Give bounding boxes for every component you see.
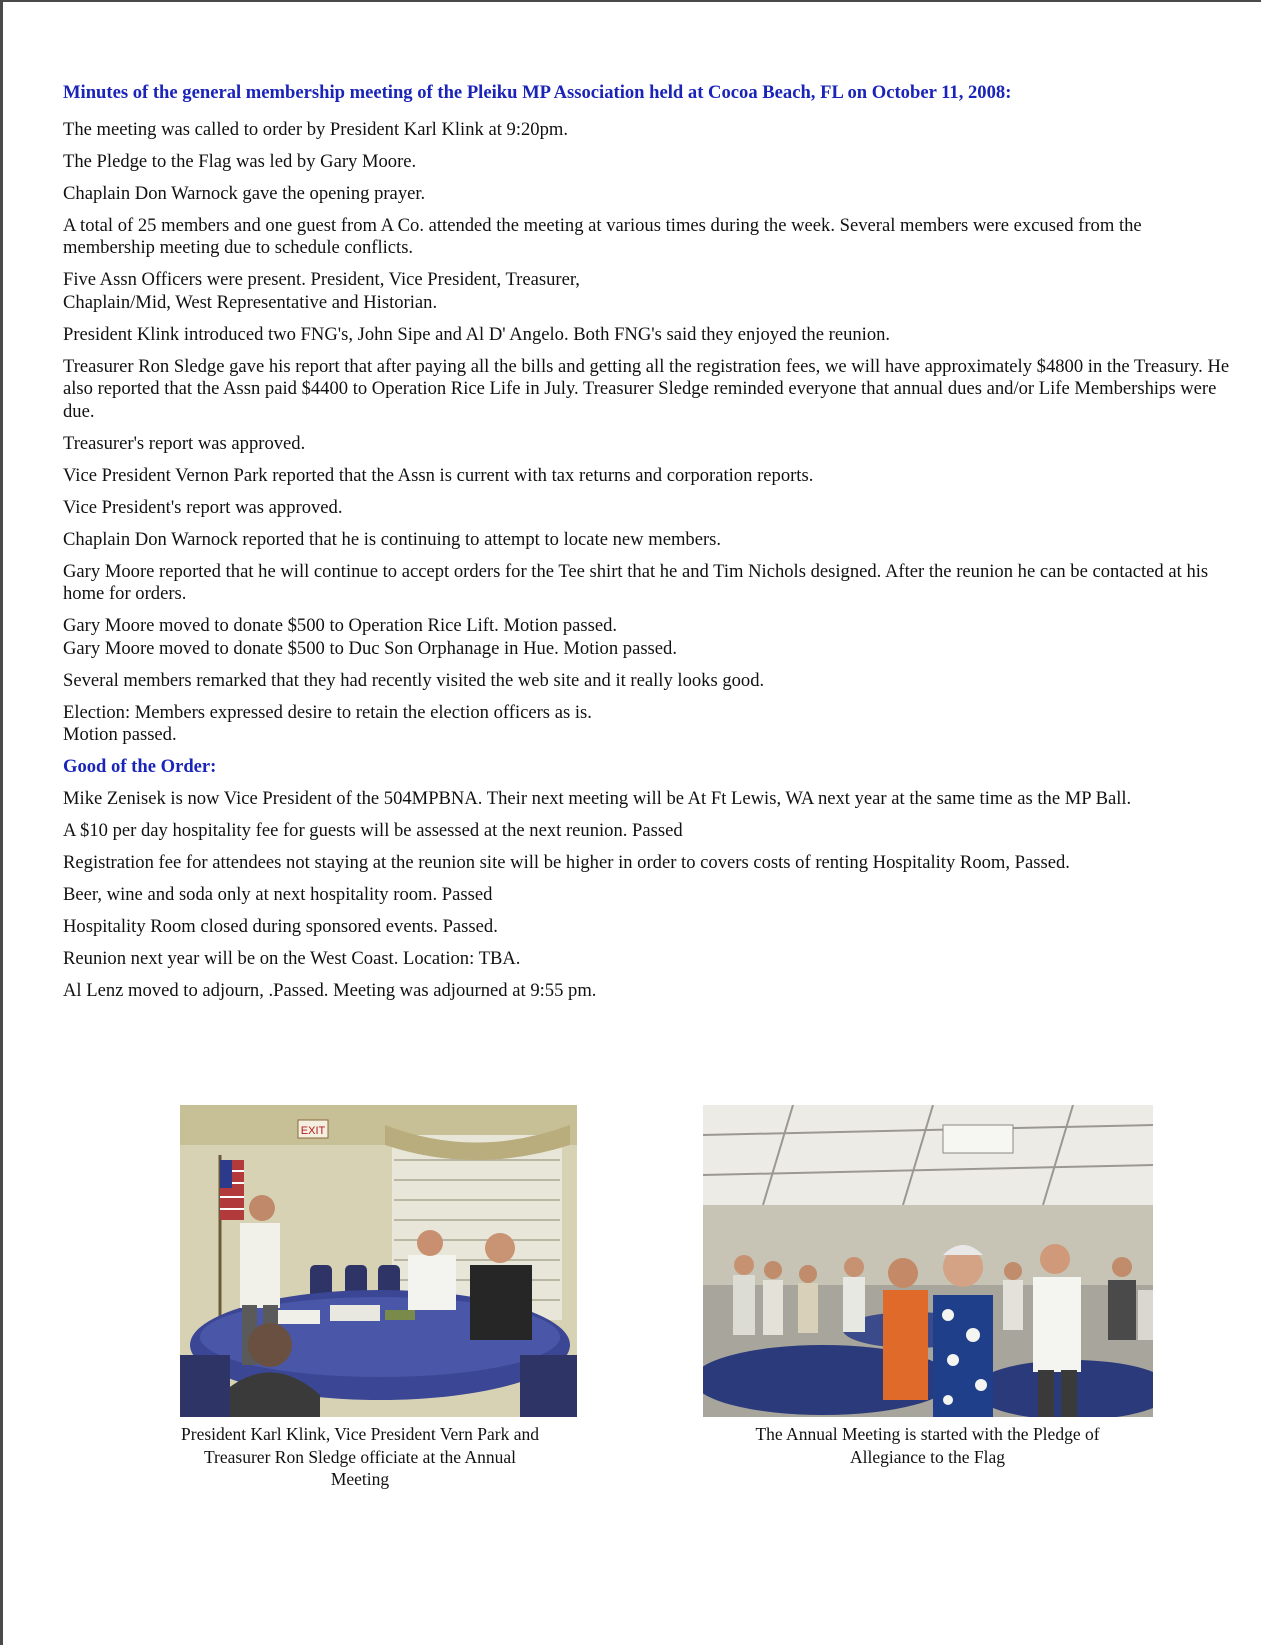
paragraph-prayer: Chaplain Don Warnock gave the opening prayer. — [63, 182, 426, 204]
photo-caption-officers — [155, 1423, 565, 1491]
exit-sign-label: EXIT — [300, 1125, 326, 1137]
order-item-hospitality-fee: A $10 per day hospitality fee for guests will be assessed at the next reunion. Passed — [63, 820, 683, 841]
paragraph-donation-rice-lift: Gary Moore moved to donate $500 to Operation Rice Lift. Motion passed. — [63, 615, 618, 636]
paragraph-election-line2: Motion passed. — [63, 724, 177, 745]
photo-caption-officers-line3: Meeting — [330, 1469, 390, 1489]
photo-caption-officers-line1: President Karl Klink, Vice President Vern Park and — [181, 1424, 539, 1444]
photo-pledge-of-allegiance — [703, 1105, 1153, 1417]
paragraph-chaplain-report: Chaplain Don Warnock reported that he is continuing to attempt to locate new members. — [63, 528, 722, 550]
document-body — [63, 82, 1233, 1012]
photo-caption-officers-line2: Treasurer Ron Sledge officiate at the Annual — [203, 1446, 516, 1467]
paragraph-officers-line2: Chaplain/Mid, West Representative and Historian. — [63, 291, 438, 313]
paragraph-treasurer-report: Treasurer Ron Sledge gave his report that after paying all the bills and getting all the registration fees, we will have approximately $4800 in the Treasury. He also reported that the Assn paid $4400 to Operation Rice Life in July. Treasurer Sledge reminded everyone that annual dues and/or Life Memberships were due. — [63, 355, 1230, 422]
paragraph-web-site: Several members remarked that they had recently visited the web site and it really looks good. — [63, 669, 765, 691]
page-border-top — [0, 0, 1261, 2]
order-item-adjourn: Al Lenz moved to adjourn, .Passed. Meeting was adjourned at 9:55 pm. — [63, 980, 597, 1001]
paragraph-call-to-order: The meeting was called to order by President Karl Klink at 9:20pm. — [63, 118, 569, 140]
paragraph-tee-shirt: Gary Moore reported that he will continue to accept orders for the Tee shirt that he and Tim Nichols designed. After the reunion he can be contacted at his home for orders. — [63, 560, 1209, 604]
paragraph-officers — [63, 269, 1233, 314]
order-item-next-reunion: Reunion next year will be on the West Coast. Location: TBA. — [63, 948, 521, 969]
paragraph-pledge: The Pledge to the Flag was led by Gary Moore. — [63, 150, 417, 172]
paragraph-election-line1: Election: Members expressed desire to retain the election officers as is. — [63, 701, 592, 723]
order-item-beverages: Beer, wine and soda only at next hospitality room. Passed — [63, 884, 493, 905]
paragraph-officers-line1: Five Assn Officers were present. President, Vice President, Treasurer, — [63, 269, 580, 290]
photo-officers-at-table — [180, 1105, 577, 1417]
paragraph-donation-orphanage: Gary Moore moved to donate $500 to Duc Son Orphanage in Hue. Motion passed. — [63, 637, 677, 659]
order-item-zenisek: Mike Zenisek is now Vice President of the 504MPBNA. Their next meeting will be At Ft Lewis, WA next year at the same time as the MP Ball. — [63, 788, 1132, 809]
paragraph-attendance: A total of 25 members and one guest from A Co. attended the meeting at various times during the week. Several members were excused from the membership meeting due to schedule conflicts. — [63, 214, 1142, 258]
paragraph-treasurer-approved: Treasurer's report was approved. — [63, 432, 306, 454]
paragraph-vp-report: Vice President Vernon Park reported that the Assn is current with tax returns and corporation reports. — [63, 464, 814, 486]
paragraph-election — [63, 702, 1233, 747]
order-item-registration-fee: Registration fee for attendees not staying at the reunion site will be higher in order to covers costs of renting Hospitality Room, Passed. — [63, 852, 1070, 873]
paragraph-vp-approved: Vice President's report was approved. — [63, 496, 343, 518]
page-border-left — [0, 0, 3, 1645]
paragraph-fngs: President Klink introduced two FNG's, John Sipe and Al D' Angelo. Both FNG's said they enjoyed the reunion. — [63, 323, 891, 345]
good-of-the-order-heading: Good of the Order: — [63, 756, 217, 777]
document-title: Minutes of the general membership meeting of the Pleiku MP Association held at Cocoa Beach, FL on October 11, 2008: — [63, 82, 1012, 103]
photo-caption-pledge-line1: The Annual Meeting is started with the Pledge of — [755, 1424, 1100, 1444]
photo-caption-pledge-line2: Allegiance to the Flag — [849, 1446, 1006, 1467]
paragraph-donations — [63, 615, 1233, 660]
order-item-room-closed: Hospitality Room closed during sponsored events. Passed. — [63, 916, 498, 937]
photo-caption-pledge — [700, 1423, 1155, 1468]
